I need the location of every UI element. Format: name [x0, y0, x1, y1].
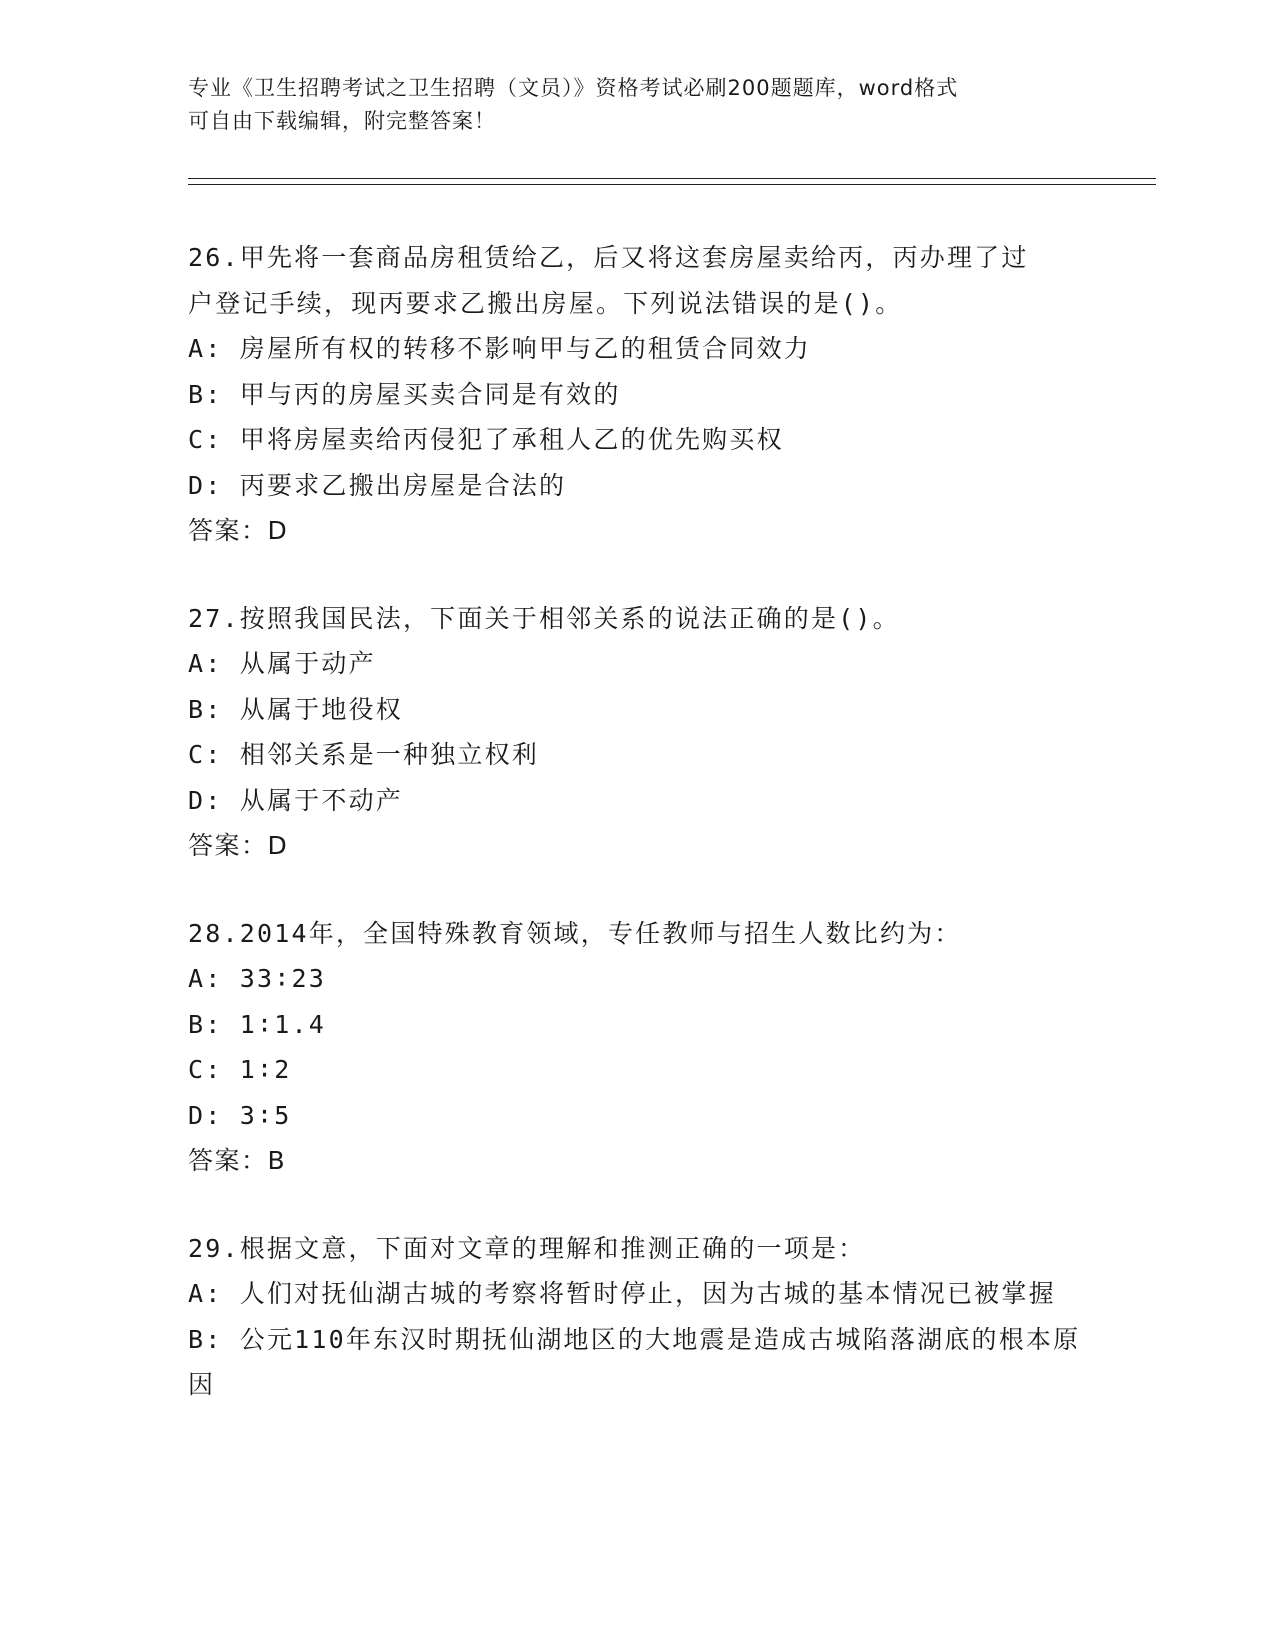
question-29: [188, 1226, 1088, 1408]
option-label: D:: [188, 1100, 223, 1130]
option-label: A:: [188, 334, 223, 363]
question-list: [188, 235, 1088, 1450]
option-label: D:: [188, 470, 223, 500]
stem-line: 29.根据文意，下面对文章的理解和推测正确的一项是：: [188, 1233, 866, 1263]
option-b: [188, 1317, 1088, 1408]
option-label: B:: [188, 379, 223, 409]
option-text: 1∶2: [239, 1055, 292, 1084]
option-b: [188, 687, 1088, 733]
question-stem: [188, 911, 1088, 957]
question-stem: [188, 596, 1088, 642]
question-stem: [188, 1226, 1088, 1272]
stem-line: 户登记手续，现丙要求乙搬出房屋。下列说法错误的是()。: [188, 288, 903, 318]
option-text: 从属于动产: [239, 649, 376, 678]
option-text: 丙要求乙搬出房屋是合法的: [239, 470, 567, 500]
header-line-2: 可自由下载编辑，附完整答案！: [188, 109, 496, 133]
answer-line: 答案：B: [188, 1146, 287, 1175]
option-a: [188, 326, 1088, 372]
option-a: [188, 1271, 1088, 1317]
option-c: [188, 1047, 1088, 1093]
option-c: [188, 732, 1088, 778]
stem-line: 26.甲先将一套商品房租赁给乙，后又将这套房屋卖给丙，丙办理了过: [188, 243, 1029, 272]
option-text: 从属于不动产: [239, 785, 403, 815]
option-label: D:: [188, 785, 223, 815]
question-stem: [188, 235, 1088, 326]
option-text: 人们对抚仙湖古城的考察将暂时停止，因为古城的基本情况已被掌握: [239, 1279, 1056, 1308]
option-label: B:: [188, 694, 223, 724]
option-c: [188, 417, 1088, 463]
option-label: C:: [188, 425, 223, 454]
option-label: A:: [188, 1279, 223, 1308]
question-26: [188, 235, 1088, 554]
option-text: 甲将房屋卖给丙侵犯了承租人乙的优先购买权: [239, 425, 784, 454]
option-text: 3∶5: [239, 1100, 292, 1130]
document-header: [188, 72, 1088, 138]
option-text: 甲与丙的房屋买卖合同是有效的: [239, 379, 621, 409]
option-label: B:: [188, 1324, 223, 1354]
option-b: [188, 372, 1088, 418]
option-label: A:: [188, 649, 223, 678]
option-text: 公元110年东汉时期抚仙湖地区的大地震是造成古城陷落湖底的根本原因: [188, 1324, 1081, 1399]
option-d: [188, 463, 1088, 509]
header-rule-bottom: [188, 184, 1156, 185]
stem-line: 28.2014年，全国特殊教育领域，专任教师与招生人数比约为：: [188, 918, 962, 948]
header-line-1: 专业《卫生招聘考试之卫生招聘（文员）》资格考试必刷200题题库，word格式: [188, 76, 959, 100]
option-label: A:: [188, 964, 223, 993]
option-text: 相邻关系是一种独立权利: [239, 740, 539, 769]
option-label: B:: [188, 1009, 223, 1039]
option-text: 33∶23: [239, 964, 327, 993]
stem-line: 27.按照我国民法，下面关于相邻关系的说法正确的是()。: [188, 603, 900, 633]
option-a: [188, 641, 1088, 687]
answer-line: 答案：D: [188, 831, 289, 860]
option-label: C:: [188, 1055, 223, 1084]
option-text: 从属于地役权: [239, 694, 403, 724]
header-rule-top: [188, 178, 1156, 179]
option-d: [188, 778, 1088, 824]
option-a: [188, 956, 1088, 1002]
option-label: C:: [188, 740, 223, 769]
option-b: [188, 1002, 1088, 1048]
option-d: [188, 1093, 1088, 1139]
answer-line: 答案：D: [188, 516, 289, 545]
option-text: 1∶1.4: [239, 1009, 327, 1039]
question-28: [188, 911, 1088, 1184]
question-27: [188, 596, 1088, 869]
option-text: 房屋所有权的转移不影响甲与乙的租赁合同效力: [239, 334, 811, 363]
